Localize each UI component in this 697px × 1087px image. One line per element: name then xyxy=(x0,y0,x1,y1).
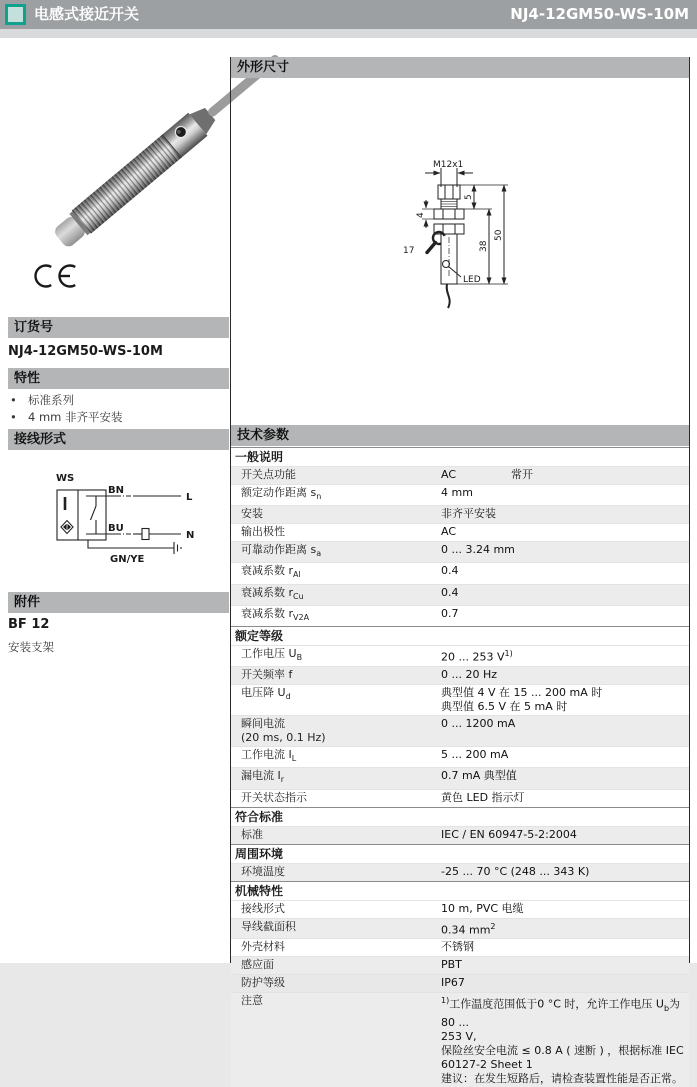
tech-row xyxy=(231,938,689,956)
tech-row-label: 电压降 $U_d$ xyxy=(241,686,291,702)
wire-bn-label: BN xyxy=(108,485,124,496)
tech-row-label: 导线截面积 xyxy=(241,919,296,933)
tech-row xyxy=(231,826,689,844)
tech-section-bar: 技术参数 xyxy=(231,425,689,446)
tech-row xyxy=(231,992,689,1087)
tech-row-value: 0.7 xyxy=(441,606,459,620)
features-section-header: 特性 xyxy=(8,368,229,389)
tech-row-value: 0.7 mA 典型值 xyxy=(441,769,517,783)
tech-row-label: 感应面 xyxy=(241,958,274,972)
wire-type-label: WS xyxy=(56,473,75,484)
tech-section-title: 一般说明 xyxy=(231,447,689,466)
tech-row-label: 开关频率 f xyxy=(241,668,293,682)
tech-row xyxy=(231,645,689,666)
right-column xyxy=(230,57,690,1085)
tech-section-title: 周围环境 xyxy=(231,844,689,863)
tech-row xyxy=(231,505,689,523)
header-substrip xyxy=(0,29,697,38)
order-section-header: 订货号 xyxy=(8,317,229,338)
led-label: LED xyxy=(463,275,481,285)
page-title: 电感式接近开关 xyxy=(34,5,140,23)
dim-4-label: 4 xyxy=(416,212,426,218)
tech-section-title: 额定等级 xyxy=(231,626,689,645)
dim-5-label: 5 xyxy=(464,194,474,200)
tech-row-label: 可靠动作距离 $s_a$ xyxy=(241,543,322,559)
wiring-diagram xyxy=(38,470,233,570)
accessories-section-header: 附件 xyxy=(8,592,229,613)
tech-row-value: 黄色 LED 指示灯 xyxy=(441,790,525,804)
tech-row-label: 瞬间电流 (20 ms, 0.1 Hz) xyxy=(241,717,326,745)
tech-row xyxy=(231,789,689,807)
tech-row xyxy=(231,767,689,788)
tech-row-label: 注意 xyxy=(241,994,263,1008)
mounting-nut-1 xyxy=(434,209,464,219)
wrench-size-label: 17 xyxy=(403,246,415,256)
tech-row xyxy=(231,605,689,626)
tech-table xyxy=(231,447,689,1087)
tech-row-value: -25 ... 70 °C (248 ... 343 K) xyxy=(441,864,590,878)
tech-row xyxy=(231,715,689,746)
tech-row-value: 0.34 $mm^2$ xyxy=(441,921,496,937)
tech-row-label: 工作电流 $I_L$ xyxy=(241,748,297,764)
tech-row-value: 0 ... 3.24 mm xyxy=(441,543,515,557)
tech-row xyxy=(231,562,689,583)
cable-exit xyxy=(447,284,450,308)
tech-row-value: 非齐平安装 xyxy=(441,507,496,521)
tech-row xyxy=(231,956,689,974)
tech-row xyxy=(231,541,689,562)
product-photo xyxy=(18,44,218,264)
tech-section-title: 机械特性 xyxy=(231,881,689,900)
tech-row-label: 衰减系数 $r_{V2A}$ xyxy=(241,606,310,622)
tech-row xyxy=(231,746,689,767)
tech-row-value: 0.4 xyxy=(441,564,459,578)
tech-row-label: 防护等级 xyxy=(241,976,285,990)
tech-row-label: 额定动作距离 $s_n$ xyxy=(241,486,322,502)
dim-38-label: 38 xyxy=(479,240,489,252)
tech-row-label: 外壳材料 xyxy=(241,940,285,954)
tech-row-value: 20 ... 253 $V^{1)}$ xyxy=(441,648,513,664)
tech-section-title: 符合标准 xyxy=(231,807,689,826)
tech-row-label: 接线形式 xyxy=(241,901,285,915)
tech-row-label: 衰减系数 $r_{Al}$ xyxy=(241,564,301,580)
tech-row xyxy=(231,900,689,918)
accessory-description: 安装支架 xyxy=(8,640,54,654)
tech-row-value: AC 常开 xyxy=(441,468,534,481)
tech-row-value: 10 m, PVC 电缆 xyxy=(441,901,524,915)
feature-item: • 4 mm 非齐平安装 xyxy=(10,410,123,424)
feature-item: • 标准系列 xyxy=(10,393,74,407)
tech-row xyxy=(231,974,689,992)
tech-row xyxy=(231,523,689,541)
order-number: NJ4-12GM50-WS-10M xyxy=(8,344,163,359)
dimensions-section-header: 外形尺寸 xyxy=(231,57,689,78)
thread-size-label: M12x1 xyxy=(433,160,464,170)
accessory-model: BF 12 xyxy=(8,617,50,632)
tech-row-label: 环境温度 xyxy=(241,864,285,878)
tech-row-value: IEC / EN 60947-5-2:2004 xyxy=(441,827,577,841)
tech-row-value: 4 mm xyxy=(441,486,473,499)
tech-row xyxy=(231,863,689,881)
tech-row-label: 开关点功能 xyxy=(241,468,296,481)
wire-bu-label: BU xyxy=(108,523,124,534)
wire-l-label: L xyxy=(186,492,193,503)
brand-logo-icon xyxy=(5,4,26,25)
header-part-number: NJ4-12GM50-WS-10M xyxy=(510,5,689,23)
tech-row-value: $^{1)}$工作温度范围低于0 °C 时，允许工作电压 $U_b$为 80 ... 253 V, 保险丝安全电流 ≤ 0.8 A ( 速断 ) ，根据标准 IEC 60127-2 Sheet 1 建议：在发生短路后，请检查装置性能是否正常。 xyxy=(441,996,684,1085)
tech-row xyxy=(231,666,689,684)
tech-row-value: 0.4 xyxy=(441,585,459,599)
tech-row xyxy=(231,684,689,715)
tech-row-label: 输出极性 xyxy=(241,525,285,539)
connection-section-header: 接线形式 xyxy=(8,429,229,450)
tech-row-label: 漏电流 $I_r$ xyxy=(241,769,285,785)
tech-row-label: 工作电压 $U_B$ xyxy=(241,646,303,663)
ground-symbol xyxy=(174,542,181,554)
tech-row-value: 5 ... 200 mA xyxy=(441,748,509,762)
switch-contact-symbol xyxy=(91,496,97,534)
top-header-bar xyxy=(0,0,697,29)
tech-row xyxy=(231,466,689,484)
wire-gnye-label: GN/YE xyxy=(110,554,145,565)
tech-row-label: 开关状态指示 xyxy=(241,790,307,804)
tech-row-label: 标准 xyxy=(241,827,263,841)
tech-row xyxy=(231,918,689,939)
led-indicator xyxy=(443,261,450,268)
wrench-icon xyxy=(427,232,445,253)
initiator-diamond xyxy=(61,521,73,534)
tech-row-value: 不锈钢 xyxy=(441,940,474,954)
load-symbol xyxy=(142,529,149,540)
tech-row-value: 0 ... 1200 mA xyxy=(441,717,516,731)
tech-row-value: IP67 xyxy=(441,976,465,990)
features-list xyxy=(8,392,229,426)
tech-row-value: AC xyxy=(441,525,457,539)
dimension-drawing xyxy=(381,157,556,352)
tech-row-value: PBT xyxy=(441,958,462,972)
hex-head xyxy=(438,185,460,199)
tech-row-label: 安装 xyxy=(241,507,263,521)
tech-row-value: 典型值 4 V 在 15 ... 200 mA 时 典型值 6.5 V 在 5 mA 时 xyxy=(441,686,603,714)
tech-row xyxy=(231,584,689,605)
tech-row-label: 衰减系数 $r_{Cu}$ xyxy=(241,585,304,601)
tech-row xyxy=(231,484,689,505)
wire-n-label: N xyxy=(186,530,195,541)
ce-mark xyxy=(34,262,84,292)
dim-50-label: 50 xyxy=(494,229,504,241)
tech-row-value: 0 ... 20 Hz xyxy=(441,668,498,682)
